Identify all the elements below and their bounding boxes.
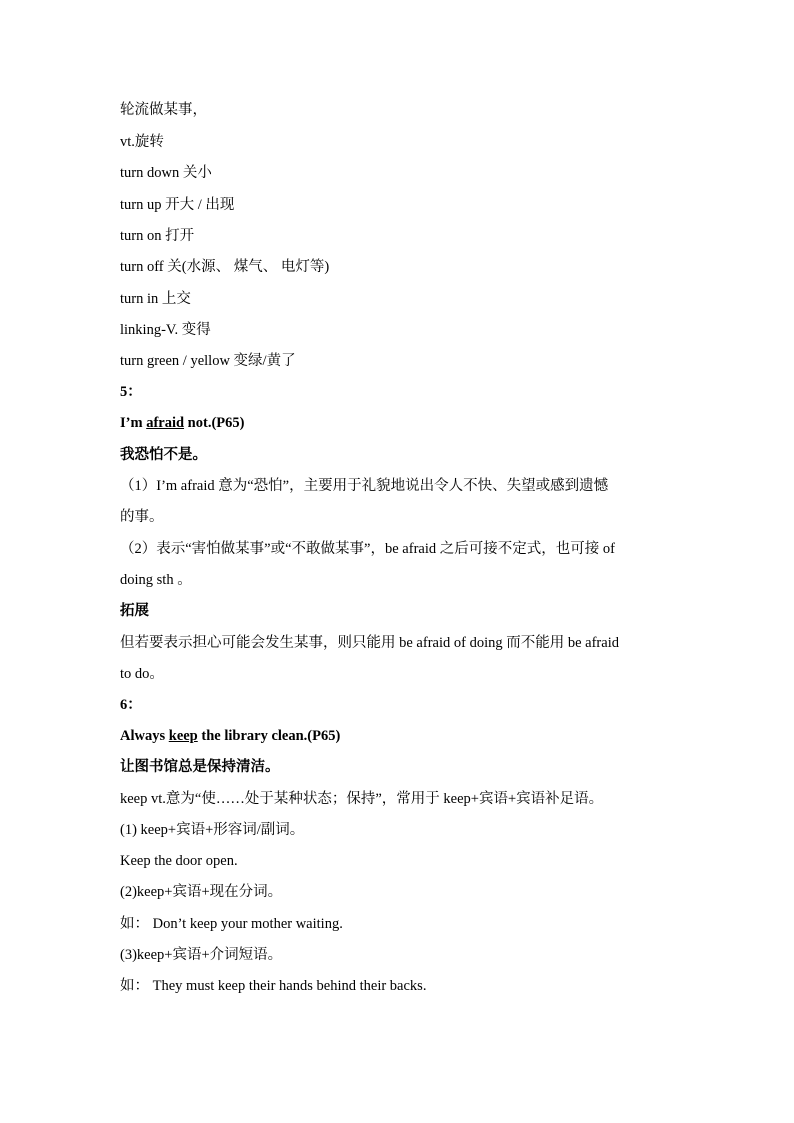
usage-6-2-example: 如： Don’t keep your mother waiting. — [120, 916, 343, 932]
example-sentence-6 — [120, 725, 680, 747]
explanation-5-1-cont: 的事。 — [120, 509, 164, 525]
extension-heading: 拓展 — [120, 603, 149, 619]
keyword-keep: keep — [168, 728, 198, 744]
text-line-7: turn in 上交 — [120, 291, 191, 307]
usage-6-3: (3)keep+宾语+介词短语。 — [120, 947, 283, 963]
extension-text-cont: to do。 — [120, 666, 164, 682]
example-sentence-6-end: the library clean.(P65) — [197, 728, 341, 744]
section-number-6: 6： — [120, 697, 142, 713]
usage-6-1: (1) keep+宾语+形容词/副词。 — [120, 822, 305, 838]
text-line-6: turn off 关(水源、 煤气、 电灯等) — [120, 259, 330, 275]
extension-text: 但若要表示担心可能会发生某事，则只能用 be afraid of doing 而不能用 be afraid — [120, 635, 619, 651]
explanation-5-2-cont: doing sth 。 — [120, 572, 192, 588]
text-line-1: 轮流做某事， — [120, 102, 207, 118]
keyword-afraid: afraid — [146, 415, 185, 431]
example-sentence-5-end: not.(P65) — [184, 415, 245, 431]
example-sentence-6-start: Always — [120, 728, 169, 744]
text-line-2: vt.旋转 — [120, 134, 164, 150]
usage-6-2: (2)keep+宾语+现在分词。 — [120, 884, 283, 900]
example-sentence-5 — [120, 412, 680, 434]
explanation-6: keep vt.意为“使……处于某种状态；保持”，常用于 keep+宾语+宾语补足语。 — [120, 791, 604, 807]
usage-6-1-example: Keep the door open. — [120, 853, 238, 869]
text-line-4: turn up 开大 / 出现 — [120, 197, 235, 213]
example-sentence-5-start: I’m — [120, 415, 147, 431]
text-line-8: linking-V. 变得 — [120, 322, 211, 338]
translation-6: 让图书馆总是保持清洁。 — [120, 759, 280, 775]
explanation-5-2: （2）表示“害怕做某事”或“不敢做某事”，be afraid 之后可接不定式，也可接 of — [120, 541, 615, 557]
text-line-5: turn on 打开 — [120, 228, 195, 244]
text-line-3: turn down 关小 — [120, 165, 212, 181]
section-number-5: 5： — [120, 384, 142, 400]
translation-5: 我恐怕不是。 — [120, 447, 207, 463]
text-line-9: turn green / yellow 变绿/黄了 — [120, 353, 296, 369]
explanation-5-1: （1）I’m afraid 意为“恐怕”，主要用于礼貌地说出令人不快、失望或感到遗憾 — [120, 478, 609, 494]
usage-6-3-example: 如： They must keep their hands behind their backs. — [120, 978, 427, 994]
